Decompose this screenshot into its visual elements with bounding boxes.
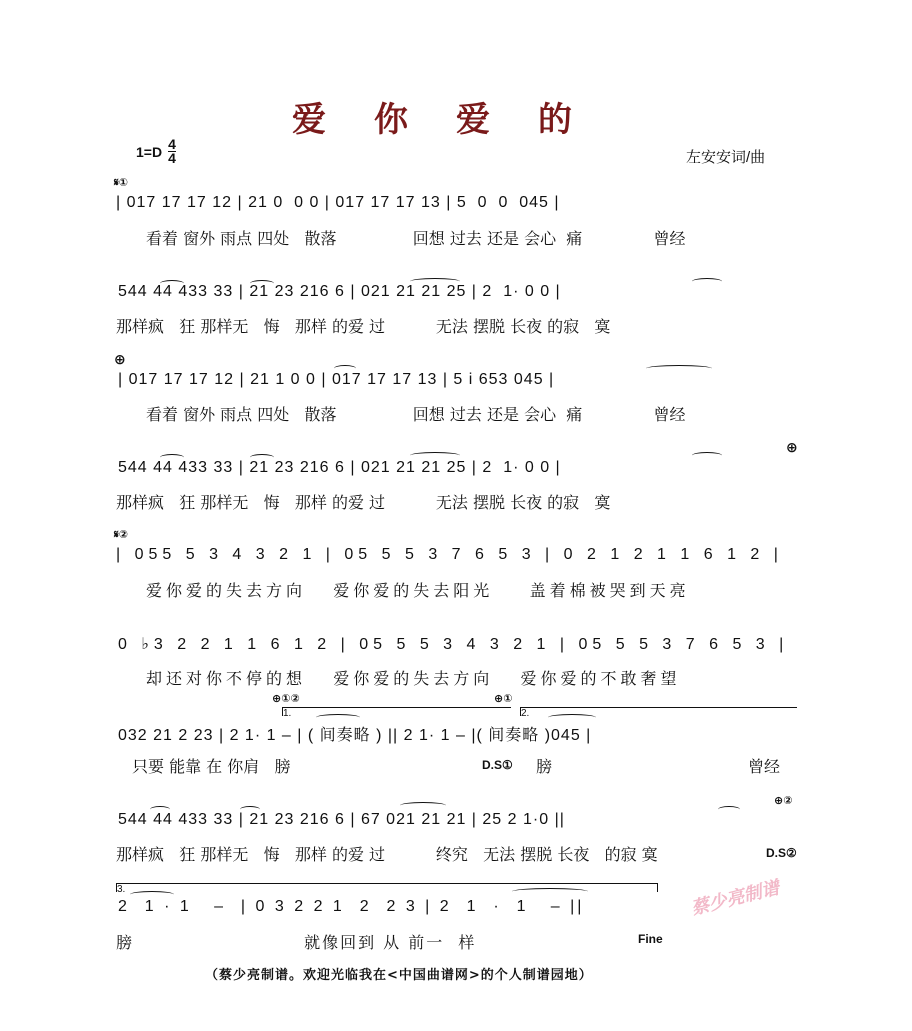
key-signature <box>136 138 176 165</box>
slur <box>718 806 740 813</box>
time-sig-bottom: 4 <box>168 150 176 166</box>
volta-1-bracket <box>282 707 511 719</box>
ds-1-marking: D.S① <box>482 758 513 772</box>
score-row-8-notes: 544 44 433 33 | 21 23 216 6 | 67 021 21 21 | 25 2 1·0 || <box>118 811 565 828</box>
slur <box>646 365 712 372</box>
segno-1-mark: 𝄋① <box>114 176 129 189</box>
volta-3-label: 3. <box>117 884 126 895</box>
score-row-4-lyrics: 那样疯 狂 那样无 悔 那样 的爱 过 无法 摆脱 长夜 的寂 寞 <box>116 493 611 512</box>
coda-1-2-mark: ⊕①② <box>272 692 300 705</box>
score-row-7-lyrics-c: 曾经 <box>748 757 781 776</box>
slur <box>512 888 588 895</box>
slur <box>692 452 722 459</box>
score-row-6-lyrics: 却还对你不停的想 爱你爱的失去方向 爱你爱的不敢奢望 <box>146 669 681 688</box>
coda-icon: ⊕ <box>786 440 798 456</box>
key-label: 1=D <box>136 143 163 160</box>
score-row-8-lyrics: 那样疯 狂 那样无 悔 那样 的爱 过 终究 无法 摆脱 长夜 的寂 寞 <box>116 845 658 864</box>
slur <box>316 714 360 721</box>
score-row-6-notes: 0 ♭3 2 2 1 1 6 1 2 | 05 5 5 3 4 3 2 1 | 05 5 5 3 7 6 5 3 | <box>118 636 789 653</box>
score-row-7-notes: 032 21 2 23 | 2 1· 1 – | ( 间奏略 ) || 2 1· 1 – |( 间奏略 )045 | <box>118 727 592 744</box>
song-title: 爱你爱的 <box>292 100 620 140</box>
slur <box>400 802 446 809</box>
volta-2-label: 2. <box>521 708 530 719</box>
volta-1-label: 1. <box>283 708 292 719</box>
score-row-2-lyrics: 那样疯 狂 那样无 悔 那样 的爱 过 无法 摆脱 长夜 的寂 寞 <box>116 317 611 336</box>
watermark: 蔡少亮制谱 <box>689 877 782 920</box>
slur <box>130 891 174 898</box>
fine-marking: Fine <box>638 932 663 946</box>
time-sig-top: 4 <box>168 136 176 152</box>
score-row-7-lyrics: 只要 能靠 在 你肩 膀 <box>132 757 291 776</box>
score-row-1-notes: | 017 17 17 12 | 21 0 0 0 | 017 17 17 13 | 5 0 0 045 | <box>116 194 560 211</box>
coda-1-mark: ⊕① <box>494 692 513 705</box>
slur <box>692 278 722 285</box>
score-row-4-notes: 544 44 433 33 | 21 23 216 6 | 021 21 21 25 | 2 1· 0 0 | <box>118 459 561 476</box>
score-row-5-lyrics: 爱你爱的失去方向 爱你爱的失去阳光 盖着棉被哭到天亮 <box>146 581 690 600</box>
slur <box>410 452 460 459</box>
time-signature <box>168 138 176 165</box>
coda-icon: ⊕ <box>114 352 126 368</box>
segno-2-mark: 𝄋② <box>114 528 129 541</box>
score-row-3-lyrics: 看着 窗外 雨点 四处 散落 回想 过去 还是 会心 痛 曾经 <box>146 405 686 424</box>
coda-2-mark: ⊕② <box>774 794 793 807</box>
score-row-7-lyrics-b: 膀 <box>536 757 553 776</box>
score-row-3-notes: | 017 17 17 12 | 21 1 0 0 | 017 17 17 13 | 5 i 653 045 | <box>118 371 555 388</box>
score-row-9-lyrics: 膀 就像回到 从 前一 样 <box>116 933 477 952</box>
score-row-5-notes: | 055 5 3 4 3 2 1 | 05 5 5 3 7 6 5 3 | 0 2 1 2 1 1 6 1 2 | <box>116 546 783 563</box>
score-row-9-notes: 2 1 · 1 – | 0 3 2 2 1 2 2 3 | 2 1 · 1 – || <box>118 898 585 915</box>
score-row-1-lyrics: 看着 窗外 雨点 四处 散落 回想 过去 还是 会心 痛 曾经 <box>146 229 686 248</box>
ds-2-marking: D.S② <box>766 846 797 860</box>
score-row-2-notes: 544 44 433 33 | 21 23 216 6 | 021 21 21 25 | 2 1· 0 0 | <box>118 283 561 300</box>
footer-note: （蔡少亮制谱。欢迎光临我在<中国曲谱网>的个人制谱园地） <box>205 968 593 983</box>
composer-credit: 左安安词/曲 <box>686 149 766 166</box>
slur <box>548 714 596 721</box>
